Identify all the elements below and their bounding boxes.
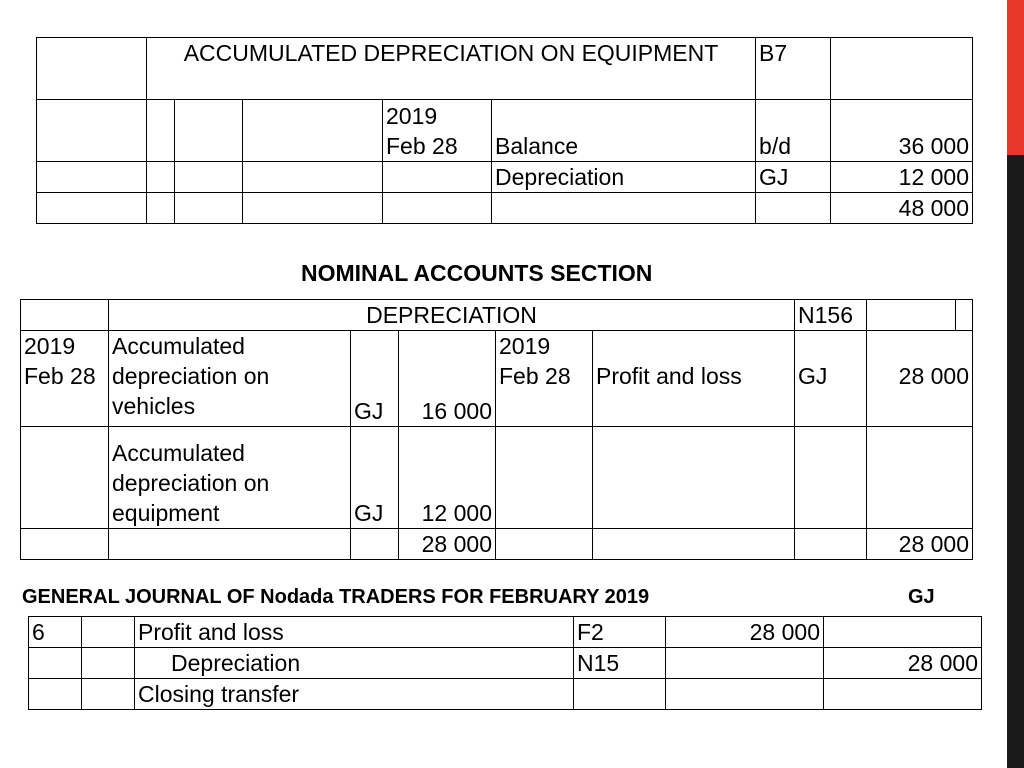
- date-text: Feb 28: [386, 133, 458, 159]
- blank-cell: [37, 38, 147, 100]
- journal-heading: GENERAL JOURNAL OF Nodada TRADERS FOR FEBRUARY 2019: [22, 586, 650, 608]
- journal-table: [28, 616, 982, 710]
- ledger-folio: N156: [795, 300, 867, 331]
- sidebar-accent: [1007, 0, 1024, 155]
- amount-cell: 36 000: [831, 100, 973, 162]
- debit-details-cell: Accumulated depreciation on equipment: [109, 427, 351, 529]
- year-text: 2019: [386, 103, 438, 129]
- depreciation-ledger-table: [20, 299, 973, 560]
- amount-cell: 12 000: [831, 162, 973, 193]
- ledger-title: ACCUMULATED DEPRECIATION ON EQUIPMENT: [147, 38, 756, 100]
- journal-credit-cell: 28 000: [824, 648, 982, 679]
- section-heading: NOMINAL ACCOUNTS SECTION: [301, 260, 653, 286]
- date-cell: [383, 100, 492, 162]
- details-cell: Balance: [492, 100, 756, 162]
- year-text: 2019: [24, 333, 76, 359]
- debit-folio-cell: GJ: [351, 331, 399, 427]
- credit-total-cell: 28 000: [867, 529, 973, 560]
- journal-code: GJ: [908, 586, 935, 608]
- debit-date-cell: [21, 331, 109, 427]
- credit-amount-cell: 28 000: [867, 331, 973, 427]
- journal-folio-cell: F2: [574, 617, 666, 648]
- ledger-title: DEPRECIATION: [109, 300, 795, 331]
- blank-cell: [21, 300, 109, 331]
- credit-date-cell: [496, 331, 593, 427]
- blank-cell: [956, 300, 973, 331]
- credit-details-cell: Profit and loss: [593, 331, 795, 427]
- journal-debit-cell: [666, 679, 824, 710]
- folio-cell: GJ: [756, 162, 831, 193]
- debit-total-cell: 28 000: [399, 529, 496, 560]
- journal-details-cell: Profit and loss: [135, 617, 574, 648]
- total-cell: 48 000: [831, 193, 973, 224]
- equipment-ledger-table: [36, 37, 973, 224]
- journal-folio-cell: [574, 679, 666, 710]
- journal-day-cell: 6: [29, 617, 82, 648]
- journal-credit-cell: [824, 679, 982, 710]
- journal-details-cell: Closing transfer: [135, 679, 574, 710]
- debit-amount-cell: 16 000: [399, 331, 496, 427]
- debit-amount-cell: 12 000: [399, 427, 496, 529]
- debit-folio-cell: GJ: [351, 427, 399, 529]
- journal-folio-cell: N15: [574, 648, 666, 679]
- details-cell: Depreciation: [492, 162, 756, 193]
- folio-cell: b/d: [756, 100, 831, 162]
- journal-day-cell: [29, 679, 82, 710]
- blank-cell: [831, 38, 973, 100]
- journal-debit-cell: 28 000: [666, 617, 824, 648]
- journal-details-cell: Depreciation: [135, 648, 574, 679]
- ledger-folio: B7: [756, 38, 831, 100]
- journal-debit-cell: [666, 648, 824, 679]
- journal-day-cell: [29, 648, 82, 679]
- blank-cell: [867, 300, 956, 331]
- date-cell: [383, 162, 492, 193]
- journal-credit-cell: [824, 617, 982, 648]
- debit-details-cell: Accumulated depreciation on vehicles: [109, 331, 351, 427]
- year-text: 2019: [499, 333, 551, 359]
- date-text: Feb 28: [24, 363, 96, 389]
- date-text: Feb 28: [499, 363, 571, 389]
- credit-folio-cell: GJ: [795, 331, 867, 427]
